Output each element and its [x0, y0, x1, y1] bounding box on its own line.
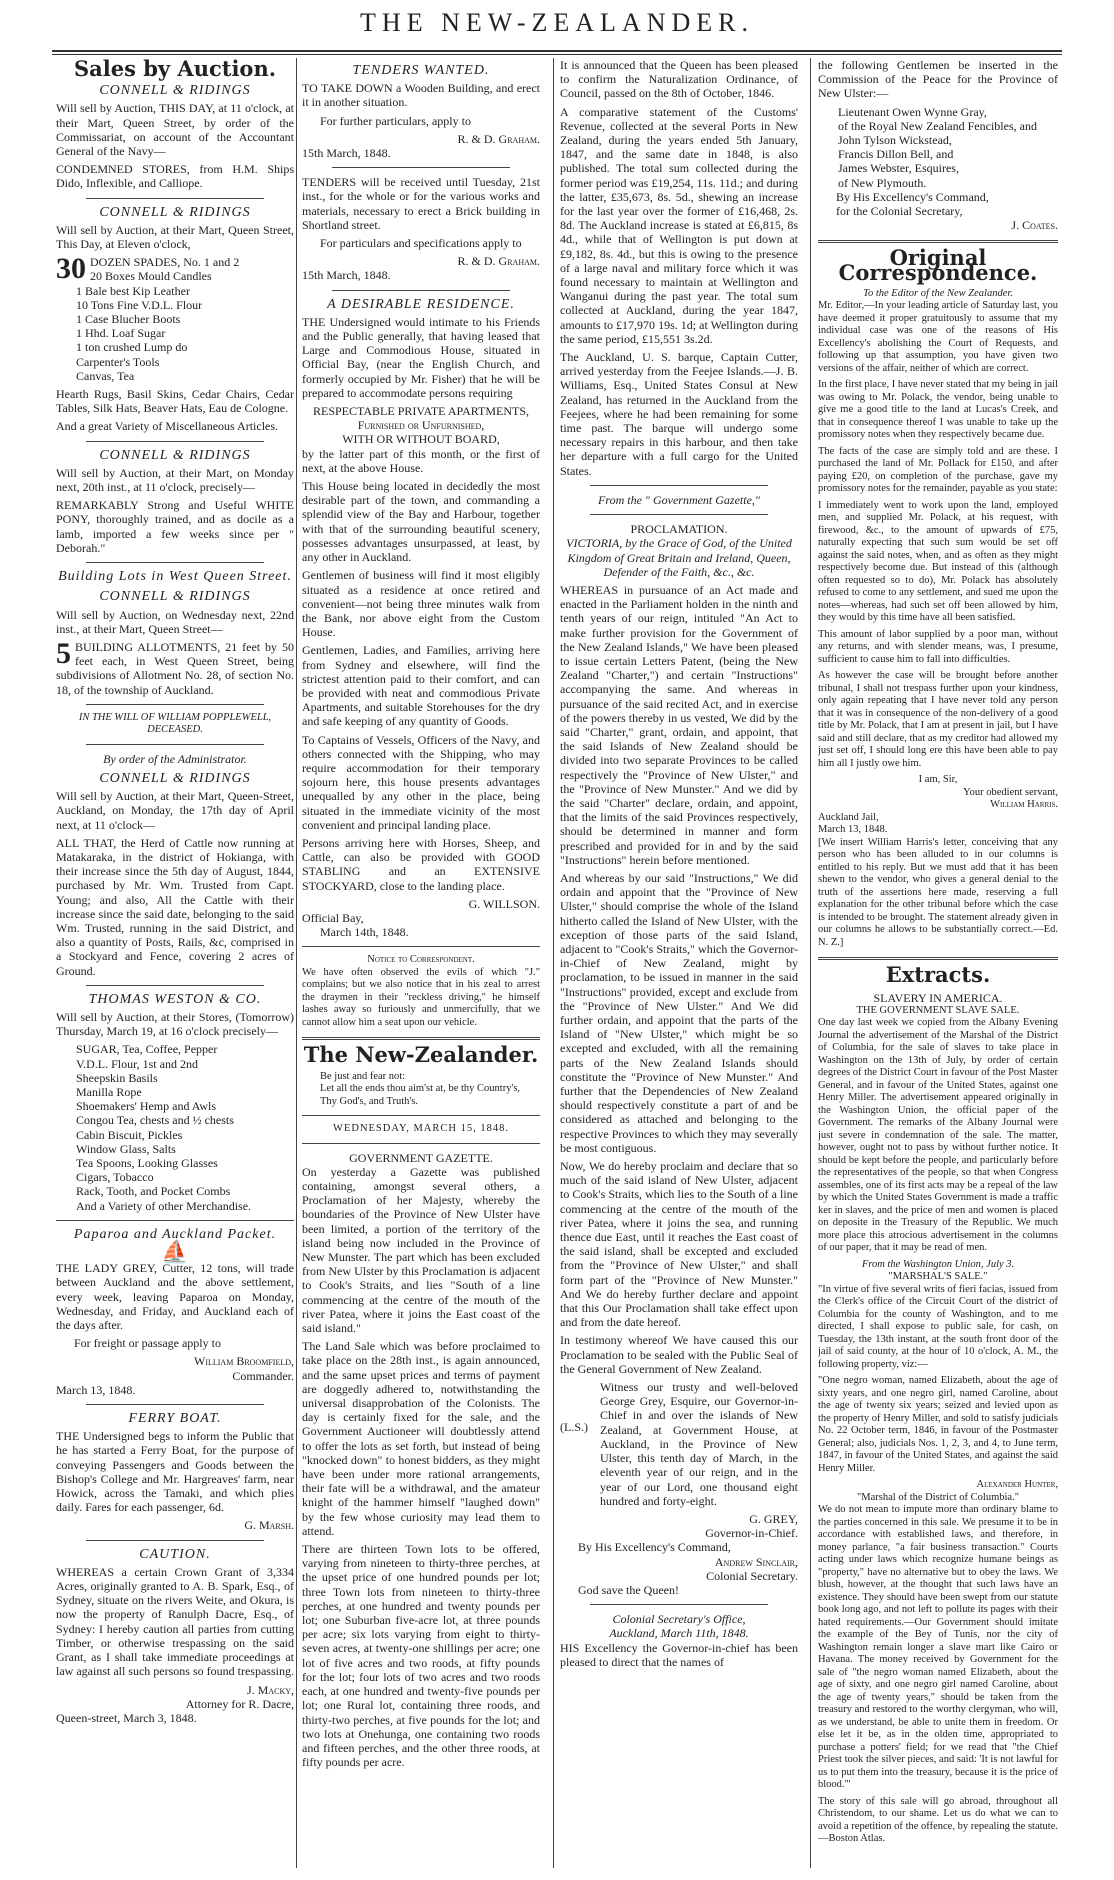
ad-text: THE Undersigned begs to inform the Public that he has started a Ferry Boat, for the purpose of conveying Passengers and Goods between the Bishop's College and Mr. Hargreaves' farm, near Howick, across the Tamaki, and which plies daily. Fares for each passenger, 6d. [56, 1429, 294, 1515]
goods-item: 20 Boxes Mould Candles [90, 269, 212, 284]
ad-heading: CONNELL & RIDINGS [99, 83, 251, 99]
ad-text: REMARKABLY Strong and Useful WHITE PONY, thoroughly trained, and as docile as a lamb, imported a few weeks since per " Deborah." [56, 498, 294, 555]
article-title: GOVERNMENT GAZETTE. [349, 1150, 493, 1165]
commission-name: James Webster, Esquires, [838, 161, 959, 176]
masthead-title: THE NEW-ZEALANDER. [360, 8, 754, 37]
ad-text: TENDERS will be received until Tuesday, 21st inst., for the whole or for the various works and materials, necessary to erect a Brick building in Shortland street. [302, 175, 540, 232]
letter-sign: I am, Sir, [918, 774, 958, 786]
seal-mark: (L.S.) [560, 1420, 588, 1435]
goods-item: 1 Case Blucher Boots [76, 312, 181, 327]
closing-line: God save the Queen! [578, 1582, 679, 1597]
goods-item: Manilla Rope [76, 1084, 142, 1099]
ad-date: Official Bay, [302, 910, 364, 925]
proclamation-title: PROCLAMATION. [630, 522, 728, 537]
article-title: SLAVERY IN AMERICA. [873, 990, 1003, 1005]
ad-text: And a great Variety of Miscellaneous Articles. [56, 419, 279, 434]
divider [86, 1540, 264, 1541]
section-heading-sales: Sales by Auction. [73, 58, 277, 81]
ad-heading: CONNELL & RIDINGS [99, 447, 251, 463]
ad-date: 15th March, 1848. [302, 268, 391, 283]
ad-heading: CONNELL & RIDINGS [99, 204, 251, 220]
divider [86, 198, 264, 199]
signature: G. WILLSON. [468, 896, 540, 911]
ad-caption: Furnished or Unfurnished, [357, 418, 485, 433]
goods-item: 1 Hhd. Loaf Sugar [76, 326, 166, 341]
witness-block [560, 1380, 798, 1512]
ad-text: Hearth Rugs, Basil Skins, Cedar Chairs, Cedar Tables, Silk Hats, Beaver Hats, Eau de Cologne. [56, 387, 294, 416]
ad-caption: RESPECTABLE PRIVATE APARTMENTS, [312, 404, 530, 419]
divider [86, 562, 264, 563]
ad-text: by the latter part of this month, or the first of next, at the above House. [302, 446, 540, 475]
ship-icon: ⛵ [161, 1239, 189, 1265]
motto-line: Thy God's, and Truth's. [320, 1095, 419, 1107]
signature-role: "Marshal of the District of Columbia." [857, 1491, 1019, 1503]
letter-text: In the first place, I have never stated that my being in jail was owing to Mr. Polack, the vendor, being unable to give me a good title to the land at Lucas's Creek, and that in consequence thereof I was unable to take up the promissory notes when they respectively became due. [818, 379, 1058, 441]
divider [332, 167, 510, 168]
divider [86, 744, 264, 745]
goods-item: Shoemakers' Hemp and Awls [76, 1099, 217, 1114]
goods-item: And a Variety of other Merchandise. [76, 1198, 252, 1213]
column-divider [296, 58, 297, 1868]
letter-sign: Your obedient servant, [963, 786, 1058, 798]
goods-item: Cabin Biscuit, Pickles [76, 1127, 183, 1142]
ad-subtitle: By order of the Administrator. [103, 751, 247, 766]
signature: R. & D. Graham. [457, 131, 540, 146]
ad-date: Queen-street, March 3, 1848. [56, 1710, 197, 1725]
ad-text: Will sell by Auction, at their Mart, Queen-Street, Auckland, on Monday, the 17th day of April next, at 11 o'clock— [56, 789, 294, 832]
signature: G. Marsh. [244, 1518, 294, 1533]
ad-text: Will sell by Auction, at their Mart, Queen Street, This Day, at Eleven o'clock, [56, 222, 294, 252]
extract-text: One day last week we copied from the Albany Evening Journal the advertisement of the Marshal of the District of Columbia, for the sale of slaves to take place in Washington on the 13th of July, by order of certain degrees of the District Court in favour of the Post Master General, and in favour of the United States, against one Henry Miller. The advertisement appeared originally in the Washington Union, the official paper of the Government. The remarks of the Albany Journal were just severe in condemnation of the sale. The matter, however, ought not to pass by without further notice. It should be kept before the people, and particularly before the representatives of the people, so that when Congress assembles, one of its first acts may be a repeal of the law by which the United States Government is made a traffic ker in slaves, and the price of men and women is placed on deposite in the Treasury of the Republic. We much more place this atrocious advertisement in the columns of our paper, that it may be read of men. [818, 1017, 1058, 1254]
goods-list [56, 252, 294, 383]
goods-item: Sheepskin Basils [76, 1070, 158, 1085]
signature-role: Colonial Secretary. [706, 1568, 798, 1583]
ad-text: CONDEMNED STORES, from H.M. Ships Dido, Inflexible, and Calliope. [56, 162, 294, 191]
signature: J. Macky, [246, 1682, 294, 1697]
ad-text: Will sell by Auction, at their Mart, on Monday next, 20th inst., at 11 o'clock, precisely— [56, 465, 294, 495]
ad-text: Gentlemen of business will find it most eligibly situated as a residence at once retired and convenient—not being three minutes walk from the Bank, nor above eight from the Custom House. [302, 568, 540, 640]
goods-item: SUGAR, Tea, Coffee, Pepper [76, 1042, 218, 1057]
divider [590, 1604, 768, 1605]
divider [590, 485, 768, 486]
divider [86, 704, 264, 705]
ad-text-body: BUILDING ALLOTMENTS, 21 feet by 50 feet each, in West Queen Street, being subdivisions of Allotment No. 28, of section No. 18, of the township of Auckland. [56, 639, 294, 697]
article-text: The Land Sale which was before proclaimed to take place on the 28th inst., is again announced, and the same upset prices and terms of payment are doggedly adhered to, notwithstanding the universal disapprobation of the Colonists. The day is certainly fixed for the sale, and the Government Auctioneer will doubtlessly attend to offer the lots as set forth, but instead of being "knocked down" to honest bidders, as they might have been under more rational arrangements, their fate will be a withdrawal, and the amateur knight of the hammer himself "laughed down" by the few whose curiosity may lead them to attend. [302, 1339, 540, 1538]
ad-text: For further particulars, apply to [320, 113, 471, 128]
article-text: A comparative statement of the Customs' Revenue, collected at the several Ports in New Zealand, during the years ended 5th January, 1847, and the same date in 1848, is also published. The total sum collected during the former period was £19,254, 11s. 11d.; and during the latter, £35,673, 8s. 5d., shewing an increase for the last year over the former of £16,468, 2s. 8d. The Auckland increase is stated at £6,815, 8s 4d., while that of Wellington is put down at £9,182, 8s. 4d., but this is owing to the presence of a large naval and military force which it was found necessary to maintain at Wellington and Wanganui during the past year. The total sum collected at Auckland, during the year 1847, amounts to £17,970 19s. 1d; at Wellington during the same period, £15,551 3s.2d. [560, 104, 798, 346]
divider [86, 441, 264, 442]
divider [302, 1115, 540, 1116]
ad-heading: THOMAS WESTON & CO. [88, 991, 262, 1007]
ad-title: CAUTION. [139, 1546, 211, 1562]
big-number: 30 [56, 252, 86, 286]
ad-title: IN THE WILL OF WILLIAM POPPLEWELL, DECEASED. [78, 711, 272, 736]
letter-text: This amount of labor supplied by a poor man, without any returns, and with slender means, was, I presume, sufficient to cause him to fall into difficulties. [818, 628, 1058, 665]
extract-text: "One negro woman, named Elizabeth, about the age of sixty years, and one negro girl, named Caroline, about the age of twenty six years; seized and levied upon as the property of Henry Miller, and sold to satisfy judicials No. 22 October term, 1846, in favour of the Postmaster General; also, judicials Nos. 1, 2, 3, and 4, to June term, 1847, in favour of the United States, and against the said Henry Miller. [818, 1375, 1058, 1474]
notice-title: Notice to Correspondent. [367, 954, 475, 966]
letter-text: Mr. Editor,—In your leading article of Saturday last, you have deemed it proper gratuitously to assume that my individual case was one of the reasons of His Excellency's abolishing the Court of Requests, and following up that assumption, you have given two versions of the affair, neither of which are correct. [818, 300, 1058, 374]
ad-date: March 13, 1848. [56, 1382, 136, 1397]
column-4 [818, 58, 1058, 1868]
command-line: By His Excellency's Command, [836, 189, 989, 204]
ad-list [56, 252, 294, 383]
commission-name: of New Plymouth. [838, 175, 927, 190]
article-text: In testimony whereof We have caused this our Proclamation to be sealed with the Public Seal of the General Government of New Zealand. [560, 1333, 798, 1376]
proclamation-preamble: VICTORIA, by the Grace of God, of the United Kingdom of Great Britain and Ireland, Queen, Defender of the Faith, &c., &c. [566, 536, 792, 579]
commission-name: Lieutenant Owen Wynne Gray, [838, 104, 987, 119]
ad-text: Will sell by Auction, on Wednesday next, 22nd inst., at their Mart, Queen Street— [56, 607, 294, 636]
article-text: WHEREAS in pursuance of an Act made and enacted in the Parliament holden in the ninth and tenth years of our reign, intituled "An Act to make further provision for the Government of the New Zealand Islands," We have been pleased to issue certain Letters Patent, (being the New Zealand "Charter,") and certain "Instructions" accompanying the same. And whereas in pursuance of the said recited Act, and in exercise of the powers thereby in us vested, We did by the said "Charter," grant, ordain, and appoint, that the said Islands of New Zealand should be divided into two separate Provinces to be called respectively the "Province of New Ulster," and the "Province of New Munster." And we did by the said "Charter" declare, ordain, and appoint, that the limits of the said Provinces respectively, should be determined in manner and form prescribed and provided for in and by the said "Instructions" herein before mentioned. [560, 582, 798, 867]
office-line: Colonial Secretary's Office, [612, 1612, 746, 1627]
article-text: It is announced that the Queen has been pleased to confirm the Naturalization Ordinance, of Council, passed on the 8th of October, 1846. [560, 58, 798, 101]
divider [818, 240, 1058, 243]
column-3 [560, 58, 798, 1868]
source-line: From the " Government Gazette," [598, 492, 760, 507]
column-divider [810, 58, 811, 1868]
extract-text: "In virtue of five several writs of fieri facias, issued from the Clerk's office of the Circuit Court of the district of Columbia for the county of Washington, and to me directed, I shall expose to public sale, for cash, on Tuesday, the 13th instant, at the south front door of the jail of said county, at the hour of 10 o'clock, A. M., the following property, viz:— [818, 1283, 1058, 1370]
goods-item: 1 Bale best Kip Leather [76, 283, 190, 298]
article-text: The Auckland, U. S. barque, Captain Cutter, arrived yesterday from the Feejee Islands.—J. B. Williams, Esq., United States Consul at New Zealand, has returned in the Auckland from the Feejees, where he had been remaining for some time past. The barque will undergo some necessary repairs in this harbour, and then take her departure with a full cargo for the United States. [560, 350, 798, 478]
ad-heading: CONNELL & RIDINGS [99, 770, 251, 786]
goods-list [56, 1042, 294, 1212]
article-text: And whereas by our said "Instructions," We did ordain and appoint that the "Province of New Ulster," should comprise the whole of the Island hitherto called the Island of New Ulster, with the exception of those parts of the said Island, adjacent to "Cook's Straits," which the Governor-in-Chief of New Zealand, might by proclamation, to be issued in manner in the said "Instructions" provided, except and exclude from the "Province of New Ulster." And We did further ordain, and appoint that the parts of the Island of "New Ulster," which might be so excepted and excluded, with all the remaining parts of the New Zealand Islands should constitute the "Province of New Munster." And further that the Dependencies of New Zealand should respectively constitute a part of and be considered as attached and belonging to the respective Provinces to which they may severally be most contiguous. [560, 870, 798, 1155]
goods-item: Window Glass, Salts [76, 1141, 176, 1156]
ad-title: Building Lots in West Queen Street. [58, 569, 292, 585]
motto-line: Be just and fear not: [320, 1070, 406, 1082]
ad-text: Will sell by Auction, at their Stores, (Tomorrow) Thursday, March 19, at 16 o'clock precisely— [56, 1009, 294, 1039]
office-line: Auckland, March 11th, 1848. [609, 1626, 749, 1641]
commission-name: Francis Dillon Bell, and [838, 147, 954, 162]
letter-text: I immediately went to work upon the land, employed men, and supplied Mr. Polack, at his request, with firewood, &c., to the amount of upwards of £75, naturally expecting that such sum would be set off against the said notes, when, and as often as they might respectively become due. But instead of this (although often requested so to do), Mr. Polack has absolutely refused to come to any settlement, and sued me upon the notes—whereas, had such set off been allowed by him, they would by this time have all been satisfied. [818, 499, 1058, 624]
goods-item: Cigars, Tobacco [76, 1170, 154, 1185]
signature-role: Attorney for R. Dacre, [185, 1696, 294, 1711]
ad-text: THE Undersigned would intimate to his Friends and the Public generally, that having leased that Large and Commodious House, situated in Official Bay, (near the English Church, and formerly occupied by Mr. Fisher) that he will be prepared to accommodate persons requiring [302, 314, 540, 400]
signature: R. & D. Graham. [457, 254, 540, 269]
goods-item: Tea Spoons, Looking Glasses [76, 1156, 218, 1170]
ad-title: Paparoa and Auckland Packet. [73, 1226, 277, 1242]
ad-text: ALL THAT, the Herd of Cattle now running at Matakaraka, in the district of Hokianga, with their increase since the 5th day of August, 1844, purchased by Mr. Wm. Trusted from Capt. Young; and also, All the Cattle with their increase since the said date, belonging to the said Wm. Trusted, running in the said District, and also a quantity of Posts, Rails, &c, comprised in a Stockyard and Fence, covering 2 acres of Ground. [56, 835, 294, 978]
article-text: On yesterday a Gazette was published containing, amongst several others, a Proclamation of her Majesty, whereby the boundaries of the Province of New Ulster have been limited, a portion of the territory of the island being now included in the Province of New Munster. The part which has been excluded from New Ulster by this Proclamation is adjacent to Cook's Straits, and lies "South of a line commencing at the centre of the mouth of the river Patea, where it joins the East coast of the said island." [302, 1164, 540, 1336]
names-list [818, 105, 1058, 190]
divider [86, 1404, 264, 1405]
article-text: HIS Excellency the Governor-in-chief has been pleased to direct that the names of [560, 1640, 798, 1669]
signature: G. GREY, [749, 1511, 798, 1526]
signature: Andrew Sinclair, [714, 1554, 798, 1569]
letter-text: As however the case will be brought before another tribunal, I shall not trespass further upon your kindness, only again repeating that I have never told any person that it was in consequence of the non-delivery of a good title by Mr. Polack, that I am at present in jail, but I have said and still declare, that as my creditor had allowed my just set off, I should long ere this have been able to pay him all I justly owe him. [818, 670, 1058, 769]
goods-item: V.D.L. Flour, 1st and 2nd [76, 1056, 198, 1071]
ad-text: To Captains of Vessels, Officers of the Navy, and others connected with the Shipping, who may require accommodation for their temporary sojourn here, this house presents advantages unequalled by any other in the place, being situated in the immediate vicinity of the most convenient and principal landing place. [302, 732, 540, 832]
witness-text: Witness our trusty and well-beloved George Grey, Esquire, our Governor-in-Chief in and over the islands of New Zealand, at Government House, at Auckland, in the Province of New Ulster, this tenth day of March, in the eleventh year of our reign, and in the year of our Lord, one thousand eight hundred and forty-eight. [600, 1380, 798, 1508]
goods-item: Canvas, Tea [76, 368, 135, 383]
letter-body [818, 300, 1058, 949]
ad-text: For particulars and specifications apply to [320, 236, 522, 251]
goods-item: Rack, Tooth, and Pocket Combs [76, 1184, 231, 1199]
motto-line: Let all the ends thou aim'st at, be thy Country's, [320, 1083, 521, 1095]
commission-name: John Tylson Wickstead, [838, 133, 952, 148]
ad-date: 15th March, 1848. [302, 146, 391, 161]
ad-text: WHEREAS a certain Crown Grant of 3,334 Acres, originally granted to A. B. Spark, Esq., of Sydney, situate on the rivers Weite, and Okura, is now the property of Ranulph Dacre, Esq., of Sydney: I hereby caution all parties from cutting Timber, or otherwise trespassing on the said Grant, as I shall take immediate proceedings at law against all such persons so found trespassing. [56, 1564, 294, 1679]
ad-text: Gentlemen, Ladies, and Families, arriving here from Sydney and elsewhere, will find the strictest attention paid to their comfort, and can be provided with neat and commodious Private Apartments, and suitable Storehouses for the dry and safe keeping of any quantity of Goods. [302, 643, 540, 729]
notice-text: We have often observed the evils of which "J." complains; but we also notice that in his zeal to arrest the draymen in their "reckless driving," he himself lashes away so furiously and unmercifully, that we cannot allow him a seat upon our vehicle. [302, 966, 540, 1028]
extract-text: The story of this sale will go abroad, throughout all Christendom, to our shame. Let us do what we can to avoid a repetition of the offence, by repealing the statute.—Boston Atlas. [818, 1795, 1058, 1845]
signature-role: Commander. [232, 1368, 294, 1383]
article-text: Now, We do hereby proclaim and declare that so much of the said island of New Ulster, adjacent to Cook's Straits, which lies to the South of a line commencing at the centre of the mouth of the river Patea, where it joins the sea, and running thence due East, until it reaches the East coast of the said island, shall be excepted and excluded from the "Province of New Ulster," and shall form part of the "Province of New Munster." And We do hereby further declare and appoint that this Our Proclamation shall take effect upon and from the date hereof. [560, 1159, 798, 1330]
goods-item: 1 ton crushed Lump do [76, 340, 188, 355]
divider [590, 514, 768, 515]
divider [302, 1143, 540, 1144]
section-heading-extracts: Extracts. [885, 962, 991, 988]
masthead-rule [52, 50, 1062, 55]
goods-item: 10 Tons Fine V.D.L. Flour [76, 297, 203, 312]
letter-location: Auckland Jail, [818, 811, 879, 823]
extract-body [818, 1017, 1058, 1846]
section-heading-correspondence: Original Correspondence. [838, 245, 1038, 285]
divider [332, 290, 510, 291]
ad-text: This House being located in decidedly the most desirable part of the town, and commanding a splendid view of the Bay and Harbour, together with that of the surrounding beautiful scenery, possesses advantages unsurpassed, at least, by any other in Auckland. [302, 479, 540, 565]
column-divider [553, 58, 554, 1868]
goods-item: Congou Tea, chests and ½ chests [76, 1113, 234, 1128]
ad-text: For freight or passage apply to [74, 1336, 221, 1351]
ad-title: A DESIRABLE RESIDENCE. [327, 296, 515, 312]
signature: William Harris. [990, 799, 1058, 811]
letter-date: March 13, 1848. [818, 824, 888, 836]
signature-role: Governor-in-Chief. [705, 1526, 798, 1541]
divider [302, 946, 540, 947]
ad-title: TENDERS WANTED. [352, 63, 490, 78]
commission-name: of the Royal New Zealand Fencibles, and [838, 118, 1037, 133]
goods-item: Carpenter's Tools [76, 354, 160, 369]
ad-title: FERRY BOAT. [128, 1411, 222, 1427]
editor-note: [We insert William Harris's letter, conceiving that any person who has been alluded to in our columns is entitled to his reply. But we must add that it has been shewn to the vendor, who gives a general denial to the truth of the assertions here made, reserving a full explanation for the other tribunal before which the case is intended to be brought. The statement already given in our columns he allows to be substantially correct.—Ed. N. Z.] [818, 836, 1058, 948]
ad-caption: WITH OR WITHOUT BOARD, [342, 432, 500, 447]
signature: William Broomfield, [194, 1354, 294, 1369]
ad-text: Persons arriving here with Horses, Sheep, and Cattle, can also be provided with GOOD STABLING and an EXTENSIVE STOCKYARD, close to the landing place. [302, 835, 540, 893]
ad-date: March 14th, 1848. [320, 925, 409, 940]
goods-item: DOZEN SPADES, No. 1 and 2 [90, 255, 240, 270]
extract-text: We do not mean to impute more than ordinary blame to the parties concerned in this sale. We presume it to be in accordance with established laws, and therefore, in money parlance, "a fair business transaction." Courts acting under laws which recognize humane beings as "property," have no alternative but to obey the laws. We blush, however, at the thought that such laws have an existence. They should have been swept from our statute book long ago, and not left to pollute its pages with their hated requirements.—Our Government should imitate the example of the Bey of Tunis, nor the city of Washington remain longer a slave mart like Cairo or Havana. The money received by Government for the sale of "the negro woman named Elizabeth, about the age of sixty, and one negro girl named Caroline, about the age of twenty years," should be taken from the treasury and restored to the worthy clergyman, who will, as we understand, be able to unite them in freedom. Or else let it be, as in the olden time, appropriated to purchase a potters' field; for we read that "the Chief Priest took the silver pieces, and said: 'It is not lawful for us to put them into the treasury, because it is the price of blood.'" [818, 1504, 1058, 1791]
paper-title: The New-Zealander. [303, 1042, 539, 1068]
letter-text: The facts of the case are simply told and are these. I purchased the land of Mr. Pollack for £150, and after paying £20, on completion of the purchase, gave my promissory notes for the remainder, payable as you state: [818, 445, 1058, 495]
divider [56, 1220, 294, 1221]
article-text: the following Gentlemen be inserted in the Commission of the Peace for the Province of New Ulster:— [818, 58, 1058, 101]
command-line: By His Excellency's Command, [578, 1540, 731, 1555]
column-1 [56, 58, 294, 1868]
ad-text: Will sell by Auction, THIS DAY, at 11 o'clock, at their Mart, Queen Street, by order of the Commissariat, on account of the Accountant General of the Navy— [56, 101, 294, 159]
ad-text [56, 636, 294, 697]
signature: Alexander Hunter, [976, 1479, 1058, 1491]
letter-to: To the Editor of the New Zealander. [863, 287, 1013, 299]
source-line: From the Washington Union, July 3. [861, 1258, 1015, 1270]
issue-date: WEDNESDAY, MARCH 15, 1848. [333, 1123, 509, 1135]
signature: J. Coates. [1011, 218, 1058, 233]
big-number: 5 [56, 636, 71, 670]
command-line: for the Colonial Secretary, [836, 204, 963, 219]
article-text: There are thirteen Town lots to be offered, varying from nineteen to thirty-three perches, at the upset price of one hundred pounds per lot; three Town lots from nineteen to thirty-three perches, at one hundred and twenty pounds per lot; one Suburban five-acre lot, at three pounds per acre; six lots varying from eight to thirty-seven acres, at twenty-one shillings per acre; one lot of five acres and two roods, at fifty pounds for the lot; four lots of two acres and two roods each, at one hundred and twenty-five pounds per lot; one Rural lot, containing three roods, and thirty-two perches, at five pounds for the lot; and two lots at Onehunga, one containing two roods and fifteen perches, and the other three roods, at fifty pounds per acre. [302, 1542, 540, 1770]
ad-heading: CONNELL & RIDINGS [99, 589, 251, 605]
extract-title: "MARSHAL'S SALE." [888, 1271, 988, 1283]
column-2 [302, 58, 540, 1868]
ad-text: THE LADY GREY, Cutter, 12 tons, will trade between Auckland and the above settlement, every week, leaving Paparoa on Monday, Wednesday, and Friday, and Auckland each of the days after. [56, 1261, 294, 1333]
ad-text: TO TAKE DOWN a Wooden Building, and erect it in another situation. [302, 81, 540, 110]
divider [86, 985, 264, 986]
article-subtitle: THE GOVERNMENT SLAVE SALE. [856, 1004, 1020, 1016]
divider [302, 1037, 540, 1040]
divider [818, 957, 1058, 960]
